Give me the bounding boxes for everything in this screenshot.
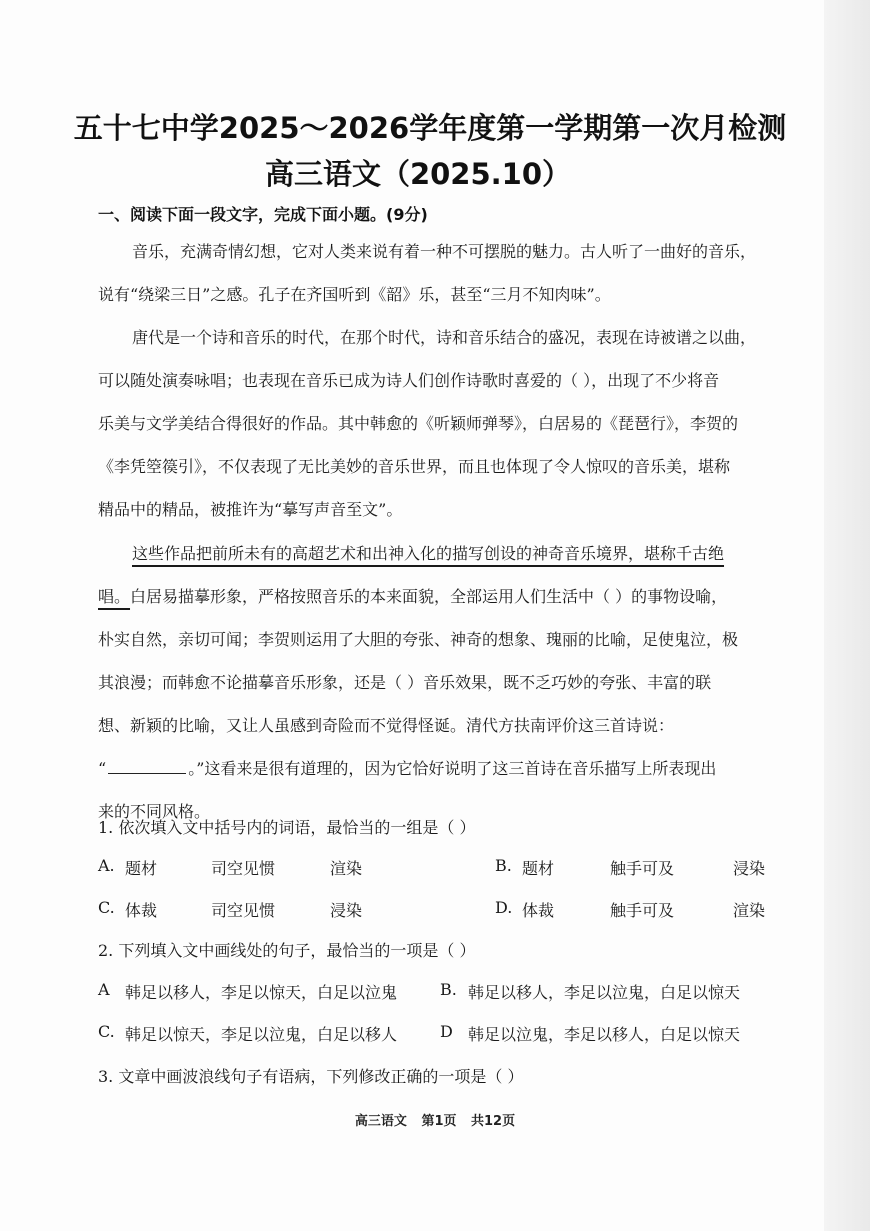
passage-line: 想、新颖的比喻，又让人虽感到奇险而不觉得怪诞。清代方扶南评价这三首诗说： bbox=[98, 716, 675, 735]
passage-line: 可以随处演奏咏唱；也表现在音乐已成为诗人们创作诗歌时喜爱的（ ），出现了不少将音 bbox=[98, 371, 720, 390]
passage-paragraph-1 bbox=[98, 230, 788, 316]
passage-line: 精品中的精品，被推许为“摹写声音至文”。 bbox=[98, 500, 403, 519]
q1-option-a-cell: 司空见惯 bbox=[211, 859, 276, 878]
passage-line: 《李凭箜篌引》，不仅表现了无比美妙的音乐世界，而且也体现了令人惊叹的音乐美，堪称 bbox=[98, 457, 731, 476]
footer-total-pages: 共12页 bbox=[471, 1114, 516, 1129]
q2-option-d-text: 韩足以泣鬼，李足以移人，白足以惊天 bbox=[468, 1025, 741, 1044]
q1-option-a-key: A. bbox=[98, 856, 115, 875]
exam-subtitle: 高三语文（2025.10） bbox=[264, 157, 572, 191]
question-3-stem: 3. 文章中画波浪线句子有语病，下列修改正确的一项是（ ） bbox=[98, 1067, 524, 1086]
passage-line: 其浪漫；而韩愈不论描摹音乐形象，还是（ ）音乐效果，既不乏巧妙的夸张、丰富的联 bbox=[98, 673, 712, 692]
passage-line: 来的不同风格。 bbox=[98, 802, 211, 821]
underlined-sentence-end: 唱。 bbox=[98, 587, 131, 606]
q1-option-b-cell: 浸染 bbox=[733, 859, 766, 878]
q1-option-a-cell: 题材 bbox=[125, 859, 158, 878]
q1-option-a-cell: 渲染 bbox=[330, 859, 363, 878]
fill-blank bbox=[108, 761, 186, 774]
passage-line: 音乐，充满奇情幻想，它对人类来说有着一种不可摆脱的魅力。古人听了一曲好的音乐， bbox=[132, 242, 757, 261]
footer-page-number: 第1页 bbox=[421, 1114, 457, 1129]
q1-option-b-cell: 触手可及 bbox=[610, 859, 675, 878]
q1-option-d-cell: 体裁 bbox=[522, 901, 555, 920]
q1-option-b-cell: 题材 bbox=[522, 859, 555, 878]
q2-option-c-text: 韩足以惊天，李足以泣鬼，白足以移人 bbox=[125, 1025, 398, 1044]
q1-option-c-cell: 体裁 bbox=[125, 901, 158, 920]
passage-line: 朴实自然，亲切可闻；李贺则运用了大胆的夸张、神奇的想象、瑰丽的比喻，足使鬼泣，极 bbox=[98, 630, 739, 649]
q1-option-c-cell: 司空见惯 bbox=[211, 901, 276, 920]
passage-line: 说有“绕梁三日”之感。孔子在齐国听到《韶》乐，甚至“三月不知肉味”。 bbox=[98, 285, 611, 304]
passage-line: 乐美与文学美结合得很好的作品。其中韩愈的《听颖师弹琴》，白居易的《琵琶行》，李贺的 bbox=[98, 414, 739, 433]
q2-option-a-text: 韩足以移人，李足以惊天，白足以泣鬼 bbox=[125, 983, 398, 1002]
page-edge-shadow bbox=[824, 0, 870, 1231]
quote-open: “ bbox=[98, 759, 107, 778]
q1-option-c-cell: 浸染 bbox=[330, 901, 363, 920]
q2-option-c-key: C. bbox=[98, 1022, 115, 1041]
question-1-stem: 1. 依次填入文中括号内的词语，最恰当的一组是（ ） bbox=[98, 818, 476, 837]
q1-option-b-key: B. bbox=[495, 856, 512, 875]
passage-line: 。”这看来是很有道理的，因为它恰好说明了这三首诗在音乐描写上所表现出 bbox=[188, 759, 717, 778]
passage-line: 白居易描摹形象，严格按照音乐的本来面貌，全部运用人们生活中（ ）的事物设喻， bbox=[130, 587, 728, 606]
footer-subject: 高三语文 bbox=[354, 1114, 407, 1129]
q2-option-a-key: A bbox=[98, 980, 110, 999]
q2-option-d-key: D bbox=[440, 1022, 453, 1041]
passage-paragraph-2 bbox=[98, 316, 788, 531]
passage-paragraph-3 bbox=[98, 532, 788, 833]
underlined-sentence: 这些作品把前所未有的高超艺术和出神入化的描写创设的神奇音乐境界，堪称千古绝 bbox=[132, 544, 725, 563]
exam-title: 五十七中学2025～2026学年度第一学期第一次月检测 bbox=[73, 111, 787, 145]
q1-option-d-cell: 渲染 bbox=[733, 901, 766, 920]
q2-option-b-key: B. bbox=[440, 980, 457, 999]
page-footer bbox=[0, 1110, 870, 1129]
q2-option-b-text: 韩足以移人，李足以泣鬼，白足以惊天 bbox=[468, 983, 741, 1002]
passage-line: 唐代是一个诗和音乐的时代，在那个时代，诗和音乐结合的盛况，表现在诗被谱之以曲， bbox=[132, 328, 757, 347]
q1-option-d-key: D. bbox=[495, 898, 513, 917]
question-2-stem: 2. 下列填入文中画线处的句子，最恰当的一项是（ ） bbox=[98, 941, 476, 960]
q1-option-d-cell: 触手可及 bbox=[610, 901, 675, 920]
section-heading: 一、阅读下面一段文字，完成下面小题。(9分) bbox=[98, 205, 428, 224]
q1-option-c-key: C. bbox=[98, 898, 115, 917]
